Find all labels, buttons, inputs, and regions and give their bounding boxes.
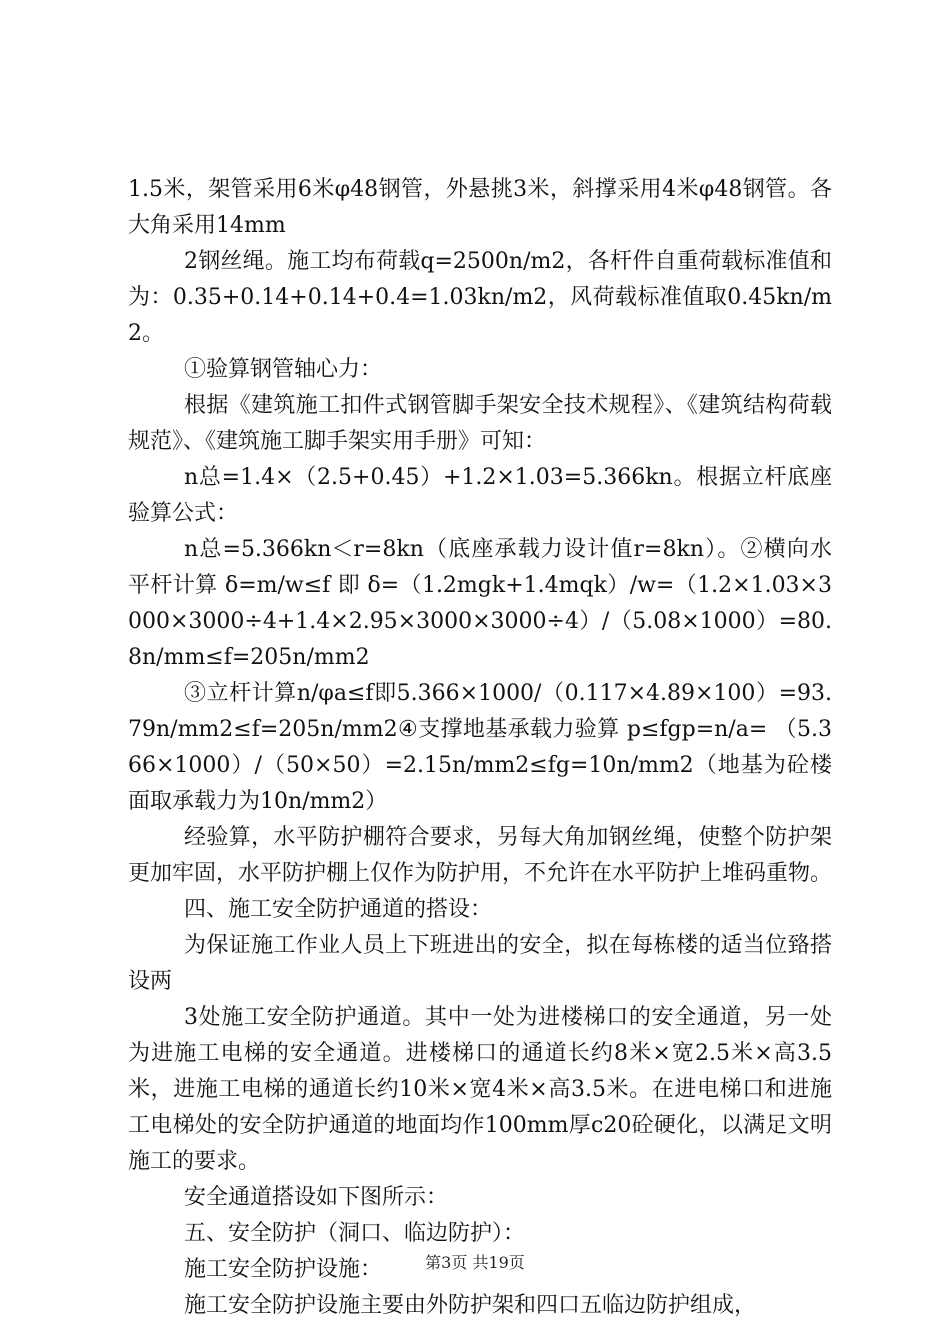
body-text	[128, 172, 832, 1324]
paragraph-9: 四、施工安全防护通道的搭设：	[184, 897, 493, 922]
paragraph-15: 施工安全防护设施主要由外防护架和四口五临边防护组成，	[184, 1293, 757, 1318]
paragraph-4: 根据《建筑施工扣件式钢管脚手架安全技术规程》、《建筑结构荷载规范》、《建筑施工脚手架实用手册》可知：	[128, 393, 832, 454]
paragraph-13: 五、安全防护（洞口、临边防护）：	[184, 1221, 526, 1246]
paragraph-6: n总=5.366kn＜r=8kn（底座承载力设计值r=8kn）。②横向水平杆计算 δ=m/w≤f 即 δ=（1.2mgk+1.4mqk）/w=（1.2×1.03×3000×3000÷4+1.4×2.95×3000×3000÷4）/（5.08×1000）=80.8n/mm≤f=205n/mm2	[128, 537, 832, 670]
paragraph-2: 2钢丝绳。施工均布荷载q=2500n/m2，各杆件自重荷载标准值和为：0.35+0.14+0.14+0.4=1.03kn/m2，风荷载标准值取0.45kn/m2。	[128, 249, 832, 346]
paragraph-7: ③立杆计算n/φa≤f即5.366×1000/（0.117×4.89×100）=93.79n/mm2≤f=205n/mm2④支撑地基承载力验算 p≤fgp=n/a= （5.366×1000）/（50×50）=2.15n/mm2≤fg=10n/mm2（地基为砼楼面取承载力为10n/mm2）	[128, 681, 832, 814]
paragraph-10: 为保证施工作业人员上下班进出的安全，拟在每栋楼的适当位臵搭设两	[128, 933, 832, 994]
paragraph-14: 施工安全防护设施：	[184, 1257, 383, 1282]
paragraph-3: ①验算钢管轴心力：	[184, 357, 383, 382]
paragraph-8: 经验算，水平防护棚符合要求，另每大角加钢丝绳，使整个防护架更加牢固，水平防护棚上仅作为防护用，不允许在水平防护上堆码重物。	[128, 825, 833, 886]
paragraph-5: n总=1.4×（2.5+0.45）+1.2×1.03=5.366kn。根据立杆底座验算公式：	[128, 465, 832, 526]
page-footer: 第3页 共19页	[425, 1253, 525, 1272]
paragraph-12: 安全通道搭设如下图所示：	[184, 1185, 449, 1210]
paragraph-11: 3处施工安全防护通道。其中一处为进楼梯口的安全通道，另一处为进施工电梯的安全通道。进楼梯口的通道长约8米×宽2.5米×高3.5米，进施工电梯的通道长约10米×宽4米×高3.5米。在进电梯口和进施工电梯处的安全防护通道的地面均作100mm厚c20砼硬化，以满足文明施工的要求。	[128, 1005, 832, 1174]
paragraph-1: 1.5米，架管采用6米φ48钢管，外悬挑3米，斜撑采用4米φ48钢管。各大角采用14mm	[128, 177, 832, 238]
